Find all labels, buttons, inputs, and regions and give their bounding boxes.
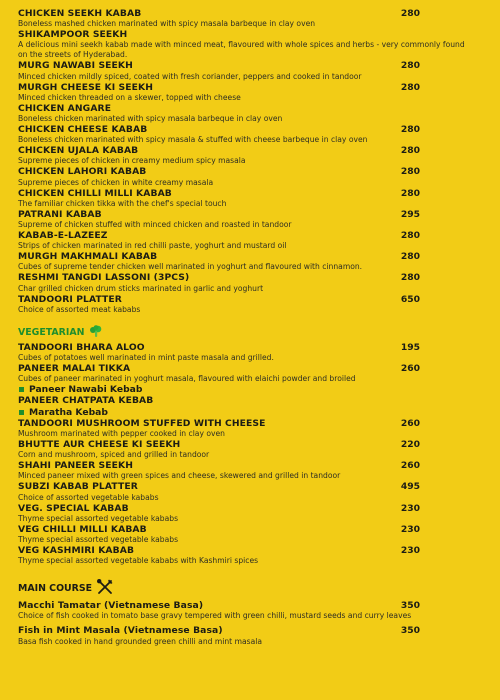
veg-square-icon bbox=[19, 387, 24, 392]
menu-item bbox=[18, 251, 480, 272]
item-price: 350 bbox=[400, 625, 420, 637]
item-price: 280 bbox=[400, 187, 420, 199]
main-course-header bbox=[18, 578, 480, 600]
item-desc: Minced paneer mixed with green spices and cheese, skewered and grilled in tandoor bbox=[18, 471, 341, 481]
item-price: 280 bbox=[400, 145, 420, 157]
menu-item bbox=[18, 209, 480, 230]
menu-item bbox=[18, 188, 480, 209]
item-desc: Supreme pieces of chicken in white creamy masala bbox=[18, 177, 214, 187]
item-desc: Thyme special assorted vegetable kababs with Kashmiri spices bbox=[18, 556, 259, 566]
item-price: 260 bbox=[400, 460, 420, 472]
item-price: 280 bbox=[400, 60, 420, 72]
item-price: 495 bbox=[400, 481, 420, 493]
item-name: KABAB-E-LAZEEZ bbox=[18, 230, 108, 242]
menu-item bbox=[18, 230, 480, 251]
item-desc: Corn and mushroom, spiced and grilled in tandoor bbox=[18, 450, 210, 460]
item-desc: Boneless mashed chicken marinated with spicy masala barbeque in clay oven bbox=[18, 19, 316, 29]
menu-item bbox=[18, 60, 480, 81]
item-name: SHAHI PANEER SEEKH bbox=[18, 460, 134, 472]
item-name: CHICKEN LAHORI KABAB bbox=[18, 166, 147, 178]
menu-item bbox=[18, 625, 480, 646]
item-price: 280 bbox=[400, 230, 420, 242]
item-desc: Mushroom marinated with pepper cooked in clay oven bbox=[18, 429, 225, 439]
item-desc: Boneless chicken marinated with spicy masala barbeque in clay oven bbox=[18, 114, 283, 124]
item-price: 280 bbox=[400, 166, 420, 178]
item-desc: Cubes of supreme tender chicken well marinated in yoghurt and flavoured with cinnamon. bbox=[18, 262, 363, 272]
item-price: 280 bbox=[400, 124, 420, 136]
item-price: 230 bbox=[400, 545, 420, 557]
nonveg-list bbox=[18, 8, 480, 315]
item-name: CHICKEN SEEKH KABAB bbox=[18, 8, 142, 19]
item-name: SHIKAMPOOR SEEKH bbox=[18, 29, 128, 41]
menu-item bbox=[18, 545, 480, 566]
item-desc: Choice of fish cooked in tomato base gravy tempered with green chilli, mustard seeds and curry leaves bbox=[18, 611, 412, 621]
item-price: 230 bbox=[400, 502, 420, 514]
item-name: SUBZI KABAB PLATTER bbox=[18, 481, 138, 493]
item-desc: Basa fish cooked in hand grounded green chilli and mint masala bbox=[18, 636, 262, 646]
vegetarian-header bbox=[18, 325, 480, 342]
item-name: PANEER CHATPATA KEBAB bbox=[18, 395, 154, 407]
item-desc: Supreme pieces of chicken in creamy medium spicy masala bbox=[18, 156, 246, 166]
menu-item bbox=[18, 342, 480, 363]
item-desc: Strips of chicken marinated in red chilli paste, yoghurt and mustard oil bbox=[18, 241, 287, 251]
menu-item bbox=[18, 145, 480, 166]
item-name: PANEER MALAI TIKKA bbox=[18, 363, 131, 375]
item-desc: Minced chicken threaded on a skewer, topped with cheese bbox=[18, 92, 241, 102]
item-price: 650 bbox=[400, 293, 420, 305]
item-name: CHICKEN CHILLI MILLI KABAB bbox=[18, 187, 172, 199]
menu-item bbox=[18, 29, 480, 60]
sub-item bbox=[18, 384, 480, 395]
item-price: 220 bbox=[400, 439, 420, 451]
item-name: BHUTTE AUR CHEESE KI SEEKH bbox=[18, 439, 181, 451]
item-price: 280 bbox=[400, 272, 420, 284]
item-desc: Choice of assorted meat kababs bbox=[18, 304, 141, 314]
section-title: MAIN COURSE bbox=[18, 583, 93, 595]
item-desc: Supreme of chicken stuffed with minced chicken and roasted in tandoor bbox=[18, 220, 292, 230]
item-name: MURGH CHEESE KI SEEKH bbox=[18, 81, 153, 93]
item-desc: Char grilled chicken drum sticks marinated in garlic and yoghurt bbox=[18, 283, 264, 293]
item-name: CHICKEN CHEESE KABAB bbox=[18, 124, 148, 136]
veg-square-icon bbox=[19, 410, 24, 415]
menu-item bbox=[18, 460, 480, 481]
item-name: PATRANI KABAB bbox=[18, 208, 102, 220]
menu-item bbox=[18, 503, 480, 524]
item-name: CHICKEN ANGARE bbox=[18, 102, 112, 114]
item-name: CHICKEN UJALA KABAB bbox=[18, 145, 139, 157]
sub-item-name: Maratha Kebab bbox=[29, 406, 108, 418]
sub-item bbox=[18, 407, 480, 418]
item-name: TANDOORI PLATTER bbox=[18, 293, 122, 305]
menu-item bbox=[18, 524, 480, 545]
item-desc: Thyme special assorted vegetable kababs bbox=[18, 513, 179, 523]
item-price: 350 bbox=[400, 600, 420, 612]
item-desc: Minced chicken mildly spiced, coated with fresh coriander, peppers and cooked in tandoor bbox=[18, 71, 362, 81]
item-name: Macchi Tamatar (Vietnamese Basa) bbox=[18, 600, 204, 612]
menu-item bbox=[18, 124, 480, 145]
menu-item bbox=[18, 8, 480, 29]
broccoli-icon bbox=[89, 325, 103, 342]
item-desc: Choice of assorted vegetable kababs bbox=[18, 492, 159, 502]
fork-knife-icon bbox=[96, 578, 114, 600]
item-desc: Boneless chicken marinated with spicy masala & stuffed with cheese barbeque in clay oven bbox=[18, 135, 368, 145]
menu-item bbox=[18, 418, 480, 439]
item-price: 260 bbox=[400, 363, 420, 375]
item-price: 260 bbox=[400, 417, 420, 429]
item-price: 295 bbox=[400, 208, 420, 220]
menu-item bbox=[18, 395, 480, 406]
item-price: 280 bbox=[400, 8, 420, 19]
menu-item bbox=[18, 82, 480, 103]
item-desc: Cubes of potatoes well marinated in mint paste masala and grilled. bbox=[18, 353, 274, 363]
item-desc: Thyme special assorted vegetable kababs bbox=[18, 535, 179, 545]
item-name: RESHMI TANGDI LASSONI (3PCS) bbox=[18, 272, 190, 284]
item-price: 230 bbox=[400, 523, 420, 535]
item-name: Fish in Mint Masala (Vietnamese Basa) bbox=[18, 625, 223, 637]
menu-item bbox=[18, 481, 480, 502]
menu-page bbox=[18, 8, 480, 647]
item-desc: The familiar chicken tikka with the chef's special touch bbox=[18, 198, 227, 208]
item-desc: Cubes of paneer marinated in yoghurt masala, flavoured with elaichi powder and broiled bbox=[18, 374, 356, 384]
menu-item bbox=[18, 294, 480, 315]
menu-item bbox=[18, 166, 480, 187]
item-name: VEG KASHMIRI KABAB bbox=[18, 545, 135, 557]
sub-item-name: Paneer Nawabi Kebab bbox=[29, 384, 143, 396]
menu-item bbox=[18, 600, 480, 621]
menu-item bbox=[18, 363, 480, 384]
item-price: 280 bbox=[400, 81, 420, 93]
item-name: VEG. SPECIAL KABAB bbox=[18, 502, 129, 514]
item-name: TANDOORI BHARA ALOO bbox=[18, 341, 145, 353]
item-name: MURGH MAKHMALI KABAB bbox=[18, 251, 158, 263]
item-desc: A delicious mini seekh kabab made with minced meat, flavoured with whole spices and herbs - very commonly found on the streets of Hyderabad. bbox=[18, 40, 465, 60]
item-price: 280 bbox=[400, 251, 420, 263]
item-name: TANDOORI MUSHROOM STUFFED WITH CHEESE bbox=[18, 417, 266, 429]
menu-item bbox=[18, 439, 480, 460]
menu-item bbox=[18, 103, 480, 124]
menu-item bbox=[18, 272, 480, 293]
item-name: MURG NAWABI SEEKH bbox=[18, 60, 133, 72]
section-title: VEGETARIAN bbox=[18, 327, 85, 339]
item-name: VEG CHILLI MILLI KABAB bbox=[18, 523, 147, 535]
item-price: 195 bbox=[400, 341, 420, 353]
